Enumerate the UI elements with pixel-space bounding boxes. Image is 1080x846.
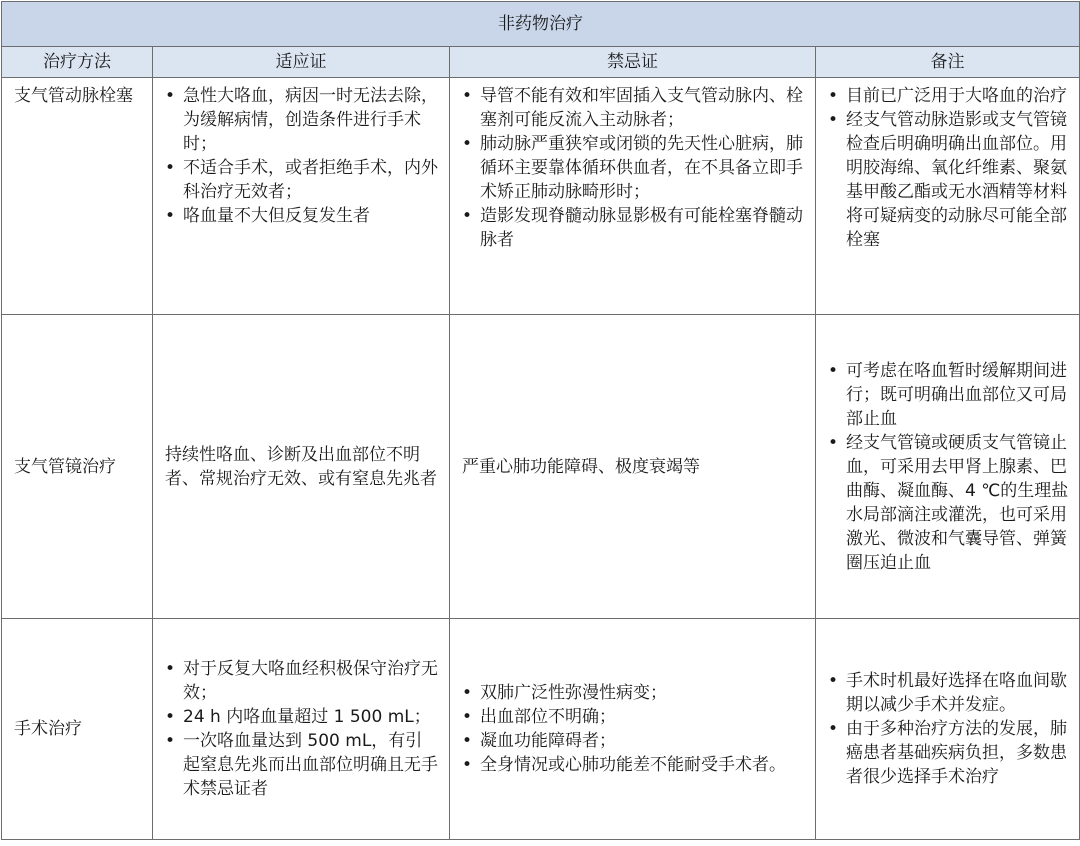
indications-cell bbox=[153, 619, 450, 840]
table-title: 非药物治疗 bbox=[2, 2, 1080, 47]
list-item: • 出血部位不明确； bbox=[462, 705, 805, 729]
indications-cell: 持续性咯血、诊断及出血部位不明者、常规治疗无效、或有窒息先兆者 bbox=[153, 315, 450, 619]
table-row bbox=[2, 78, 1080, 315]
list-item: • 由于多种治疗方法的发展，肺癌患者基础疾病负担，多数患者很少选择手术治疗 bbox=[828, 717, 1069, 789]
indications-list bbox=[165, 84, 439, 228]
indications-cell bbox=[153, 78, 450, 315]
list-item: • 目前已广泛用于大咯血的治疗 bbox=[828, 84, 1069, 108]
list-item: • 一次咯血量达到 500 mL，有引起窒息先兆而出血部位明确且无手术禁忌证者 bbox=[165, 729, 439, 801]
non-drug-treatment-table bbox=[1, 1, 1080, 840]
table-header-row bbox=[2, 47, 1080, 78]
method-cell: 手术治疗 bbox=[2, 619, 153, 840]
method-cell: 支气管镜治疗 bbox=[2, 315, 153, 619]
contraindications-cell bbox=[450, 619, 816, 840]
method-cell: 支气管动脉栓塞 bbox=[2, 78, 153, 315]
contraindications-list bbox=[462, 681, 805, 777]
list-item: • 双肺广泛性弥漫性病变； bbox=[462, 681, 805, 705]
list-item: • 手术时机最好选择在咯血间歇期以减少手术并发症。 bbox=[828, 669, 1069, 717]
contraindications-cell: 严重心肺功能障碍、极度衰竭等 bbox=[450, 315, 816, 619]
list-item: • 急性大咯血，病因一时无法去除，为缓解病情，创造条件进行手术时； bbox=[165, 84, 439, 156]
list-item: • 咯血量不大但反复发生者 bbox=[165, 204, 439, 228]
list-item: • 凝血功能障碍者； bbox=[462, 729, 805, 753]
contraindications-cell bbox=[450, 78, 816, 315]
list-item: • 对于反复大咯血经积极保守治疗无效； bbox=[165, 657, 439, 705]
column-header-method: 治疗方法 bbox=[2, 47, 153, 78]
notes-cell bbox=[816, 78, 1080, 315]
notes-list bbox=[828, 84, 1069, 252]
contraindications-list bbox=[462, 84, 805, 252]
list-item: • 不适合手术，或者拒绝手术，内外科治疗无效者； bbox=[165, 156, 439, 204]
notes-list bbox=[828, 359, 1069, 575]
list-item: • 造影发现脊髓动脉显影极有可能栓塞脊髓动脉者 bbox=[462, 204, 805, 252]
list-item: • 导管不能有效和牢固插入支气管动脉内、栓塞剂可能反流入主动脉者； bbox=[462, 84, 805, 132]
notes-cell bbox=[816, 315, 1080, 619]
list-item: • 经支气管动脉造影或支气管镜检查后明确明确出血部位。用明胶海绵、氧化纤维素、聚氨基甲酸乙酯或无水酒精等材料将可疑病变的动脉尽可能全部栓塞 bbox=[828, 108, 1069, 252]
table-row bbox=[2, 619, 1080, 840]
indications-list bbox=[165, 657, 439, 801]
table-title-row bbox=[2, 2, 1080, 47]
notes-cell bbox=[816, 619, 1080, 840]
column-header-indications: 适应证 bbox=[153, 47, 450, 78]
list-item: • 全身情况或心肺功能差不能耐受手术者。 bbox=[462, 753, 805, 777]
notes-list bbox=[828, 669, 1069, 789]
list-item: • 24 h 内咯血量超过 1 500 mL； bbox=[165, 705, 439, 729]
column-header-contraindications: 禁忌证 bbox=[450, 47, 816, 78]
column-header-notes: 备注 bbox=[816, 47, 1080, 78]
list-item: • 肺动脉严重狭窄或闭锁的先天性心脏病，肺循环主要靠体循环供血者，在不具备立即手术矫正肺动脉畸形时； bbox=[462, 132, 805, 204]
list-item: • 经支气管镜或硬质支气管镜止血，可采用去甲肾上腺素、巴曲酶、凝血酶、4 ℃的生理盐水局部滴注或灌洗，也可采用激光、微波和气囊导管、弹簧圈压迫止血 bbox=[828, 431, 1069, 575]
table-row bbox=[2, 315, 1080, 619]
list-item: • 可考虑在咯血暂时缓解期间进行；既可明确出血部位又可局部止血 bbox=[828, 359, 1069, 431]
